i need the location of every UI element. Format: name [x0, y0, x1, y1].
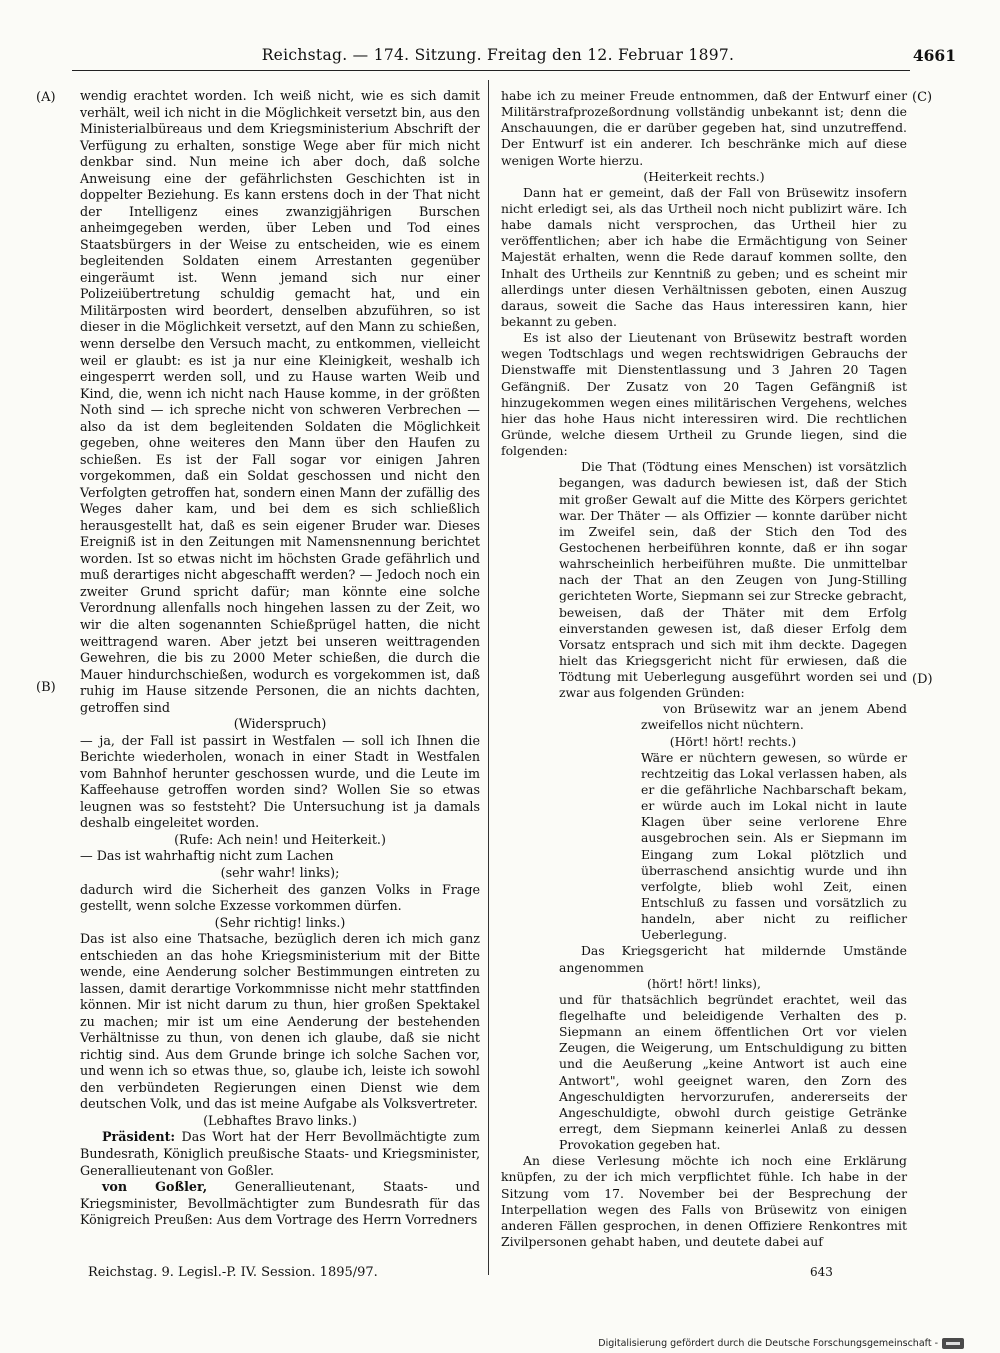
paragraph [80, 88, 480, 716]
right-column [501, 88, 907, 1250]
verdict-subquote [559, 701, 907, 943]
interjection: (hört! hört! links), [647, 975, 761, 991]
running-title: Reichstag. — 174. Sitzung. Freitag den 12. Februar 1897. [261, 46, 735, 64]
paragraph [80, 848, 480, 865]
paragraph-text: Generallieutenant, Staats- und Kriegsminister, Bevollmächtigter zum Bundesrath für das Königreich Preußen: Aus dem Vortrage des Herrn Vorredners [80, 1179, 480, 1228]
paragraph [80, 1129, 480, 1179]
digitization-credit [598, 1338, 964, 1349]
paragraph-text: Das ist also eine Thatsache, bezüglich deren ich mich ganz entschieden an das hohe Kriegsministerium mit der Bitte wende, eine Aenderung solcher Bestimmungen eintreten zu lassen, damit derartige Vorkommnisse nicht mehr stattfinden können. Mir ist nicht darum zu thun, hier großen Spektakel zu machen; mir ist um eine Aenderung der bestehenden Verhältnisse zu thun, von denen ich glaube, daß sie nicht richtig sind. Aus dem Grunde bringe ich solche Sachen vor, und wenn ich so etwas thue, so, glaube ich, leiste ich sowohl den verbündeten Regierungen einen Dienst wie dem deutschen Volk, und das ist meine Aufgabe als Volksvertreter. [80, 931, 480, 1112]
margin-marker-b: (B) [36, 680, 56, 695]
paragraph-text: (sehr wahr! links); [220, 864, 340, 880]
margin-marker-d: (D) [912, 672, 933, 687]
footer-citation: Reichstag. 9. Legisl.-P. IV. Session. 1895/97. [88, 1265, 378, 1280]
paragraph: An diese Verlesung möchte ich noch eine Erklärung knüpfen, zu der ich mich verpflichtet fühle. Ich habe in der Sitzung vom 17. November bei der Besprechung der Interpellation wegen des Falls von Brüsewitz von einigen anderen Fällen gesprochen, in denen Offiziere Renkontres mit Zivilpersonen gehabt haben, und deutete dabei auf [501, 1153, 907, 1249]
verdict-quote [501, 459, 907, 1153]
paragraph: Dann hat er gemeint, daß der Fall von Brüsewitz insofern nicht erledigt sei, als das Urtheil noch nicht publizirt wäre. Ich habe damals nicht versprochen, das Urtheil hier zu veröffentlichen; aber ich habe die Ermächtigung von Seiner Majestät erhalten, wenn die Rede darauf kommen sollte, den Inhalt des Urtheils zur Kenntniß zu geben; und es scheint mir allerdings unter diesen Verhältnissen geboten, einen Auszug daraus, soweit die Sache das Haus interessiren kann, hier bekannt zu geben. [501, 184, 907, 329]
paragraph-text: Das Wort hat der Herr Bevollmächtigte zum Bundesrath, Königlich preußische Staats- und Kriegsminister, Generallieutenant von Goßler. [80, 1129, 480, 1178]
paragraph [80, 931, 480, 1113]
interjection [80, 832, 480, 849]
quote-paragraph: Wäre er nüchtern gewesen, so würde er rechtzeitig das Lokal verlassen haben, als er die gefährliche Nachbarschaft bekam, er würde auch im Lokal nicht in laute Klagen über seine verlorene Ehre ausgebrochen sein. Als er Siepmann im Eingang zum Lokal plötzlich und überraschend ansichtig wurde und ihn verfolgte, blieb wohl Zeit, einen Entschluß zu fassen und vorsätzlich zu handeln, aber nicht zu reiflicher Ueberlegung. [641, 749, 907, 943]
quote-paragraph: Das Kriegsgericht hat mildernde Umstände angenommen [559, 943, 907, 975]
interjection [80, 915, 480, 932]
paragraph-text: — ja, der Fall ist passirt in Westfalen — soll ich Ihnen die Berichte wiederholen, wonach in einer Stadt in Westfalen vom Bahnhof herunter geschossen wurde, und die Leute im Kaffeehause getroffen worden sind? Wollen Sie so etwas leugnen was so feststeht? Die Untersuchung ist ja damals deshalb eingeleitet worden. [80, 732, 480, 831]
margin-marker-a: (A) [36, 90, 56, 105]
interjection [80, 865, 480, 882]
paragraph-text: — Das ist wahrhaftig nicht zum Lachen [80, 848, 334, 864]
paragraph [80, 882, 480, 915]
paragraph [80, 1179, 480, 1229]
paragraph-text: dadurch wird die Sicherheit des ganzen Volks in Frage gestellt, wenn solche Exzesse vorkommen dürfen. [80, 881, 480, 914]
quote-paragraph: Die That (Tödtung eines Menschen) ist vorsätzlich begangen, was dadurch bewiesen ist, daß der Stich mit großer Gewalt auf die Mitte des Körpers gerichtet war. Der Thäter — als Offizier — konnte darüber nicht im Zweifel sein, daß der Stich den Tod des Gestochenen herbeiführen konnte, daß er ihn sogar wahrscheinlich herbeiführen mußte. Die unmittelbar nach der That an den Zeugen von Jung-Stilling gerichteten Worte, Siepmann sei zur Strecke gebracht, beweisen, daß der Thäter mit dem Erfolg einverstanden gewesen ist, daß dieser Erfolg dem Vorsatz entsprach und sich mit ihm deckte. Dagegen hielt das Kriegsgericht nicht für erwiesen, daß die Tödtung mit Ueberlegung ausgeführt worden sei und zwar aus folgenden Gründen: [559, 459, 907, 701]
speaker-name: Präsident: [102, 1129, 176, 1145]
margin-marker-c: (C) [912, 90, 933, 105]
interjection: (Hört! hört! rechts.) [669, 733, 797, 749]
page-header [40, 46, 956, 70]
paragraph-text: (Rufe: Ach nein! und Heiterkeit.) [174, 831, 386, 847]
paragraph [80, 733, 480, 832]
paragraph-text: (Widerspruch) [233, 716, 327, 732]
paragraph-text: (Lebhaftes Bravo links.) [203, 1112, 357, 1128]
interjection: (Heiterkeit rechts.) [643, 168, 765, 184]
page-number: 4661 [912, 46, 956, 65]
dfg-logo-icon [942, 1338, 964, 1349]
paragraph-text: (Sehr richtig! links.) [214, 914, 346, 930]
interjection [80, 1113, 480, 1130]
credit-text: Digitalisierung gefördert durch die Deutsche Forschungsgemeinschaft - [598, 1338, 938, 1349]
paragraph-text: wendig erachtet worden. Ich weiß nicht, wie es sich damit verhält, weil ich nicht in die Möglichkeit versetzt bin, aus den Ministerialbüreaus und dem Kriegsministerium Abschrift der Verfügung zu erhalten, sonstige Wege aber für mich nicht denkbar sind. Nun meine ich aber doch, daß solche Anweisung eine der gefährlichsten Geschichten ist in doppelter Beziehung. Es kann erstens doch in der That nicht der Intelligenz eines zwanzigjährigen Burschen anheimgegeben werden, über Leben und Tod eines Staatsbürgers in der Weise zu entscheiden, wie es einem begleitenden Soldaten einem Arrestanten gegenüber eingeräumt ist. Wenn jemand sich nur einer Polizeiübertretung schuldig gemacht hat, und ein Militärposten wird beordert, denselben abzuführen, so ist dieser in die Möglichkeit versetzt, auf den Mann zu schießen, wenn derselbe den Versuch macht, zu entkommen, vielleicht weil er glaubt: es ist ja nur eine Kleinigkeit, weshalb ich eingesperrt werden soll, und zu Hause warten Weib und Kind, die, wenn ich nicht nach Hause komme, in der größten Noth sind — ich spreche nicht von schweren Verbrechen — also da ist dem begleitenden Soldaten die Möglichkeit gegeben, ohne weiteres den Mann über den Haufen zu schießen. Es ist der Fall sogar vor einigen Jahren vorgekommen, daß ein Soldat geschossen und nicht den Verfolgten getroffen hat, sondern einen Mann der zufällig des Weges daher kam, und bei dem es sich schließlich herausgestellt hat, daß es sein eigener Bruder war. Dieses Ereigniß ist in den Zeitungen mit Namensnennung berichtet worden. Ist so etwas nicht im höchsten Grade gefährlich und muß derartiges nicht abgeschafft werden? — Jedoch noch ein zweiter Grund spricht dafür; man könnte eine solche Verordnung allenfalls noch hingehen lassen zu der Zeit, wo wir die alten sogenannten Schießprügel hatten, die nicht weittragend waren. Aber jetzt bei unseren weittragenden Gewehren, die bis zu 2000 Meter schießen, die durch die Mauer hindurchschießen, wodurch es vorgekommen ist, daß ruhig im Hause sitzende Personen, die an nichts dachten, getroffen sind [80, 88, 480, 715]
left-column [80, 88, 480, 1229]
paragraph: habe ich zu meiner Freude entnommen, daß der Entwurf einer Militärstrafprozeßordnung vollständig unbekannt ist; denn die Anschauungen, die er darüber gegeben hat, sind unzutreffend. Der Entwurf ist ein anderer. Ich beschränke mich auf diese wenigen Worte hierzu. [501, 88, 907, 168]
column-divider [488, 80, 489, 1275]
paragraph: Es ist also der Lieutenant von Brüsewitz bestraft worden wegen Todtschlags und wegen rechtswidrigen Gebrauchs der Dienstwaffe mit Dienstentlassung und 3 Jahren 20 Tagen Gefängniß. Der Zusatz von 20 Tagen Gefängniß ist hinzugekommen wegen eines militärischen Vergehens, welches hier das hohe Haus nicht interessiren wird. Die rechtlichen Gründe, welche diesem Urtheil zu Grunde liegen, sind die folgenden: [501, 330, 907, 459]
interjection [80, 716, 480, 733]
sheet-number: 643 [810, 1265, 833, 1279]
quote-paragraph: und für thatsächlich begründet erachtet, weil das flegelhafte und beleidigende Verhalten des p. Siepmann an einem öffentlichen Ort vor vielen Zeugen, die Weigerung, um Entschuldigung zu bitten und die Aeußerung „keine Antwort ist auch eine Antwort", wohl geeignet waren, den Zorn des Angeschuldigten hervorzurufen, andererseits der Angeschuldigte, obwohl durch geistige Getränke erregt, dem Siepmann keinerlei Anlaß zu dessen Provokation gegeben hat. [559, 991, 907, 1153]
speaker-name: von Goßler, [102, 1179, 208, 1195]
header-rule [72, 70, 910, 71]
quote-paragraph: von Brüsewitz war an jenem Abend zweifellos nicht nüchtern. [641, 701, 907, 733]
